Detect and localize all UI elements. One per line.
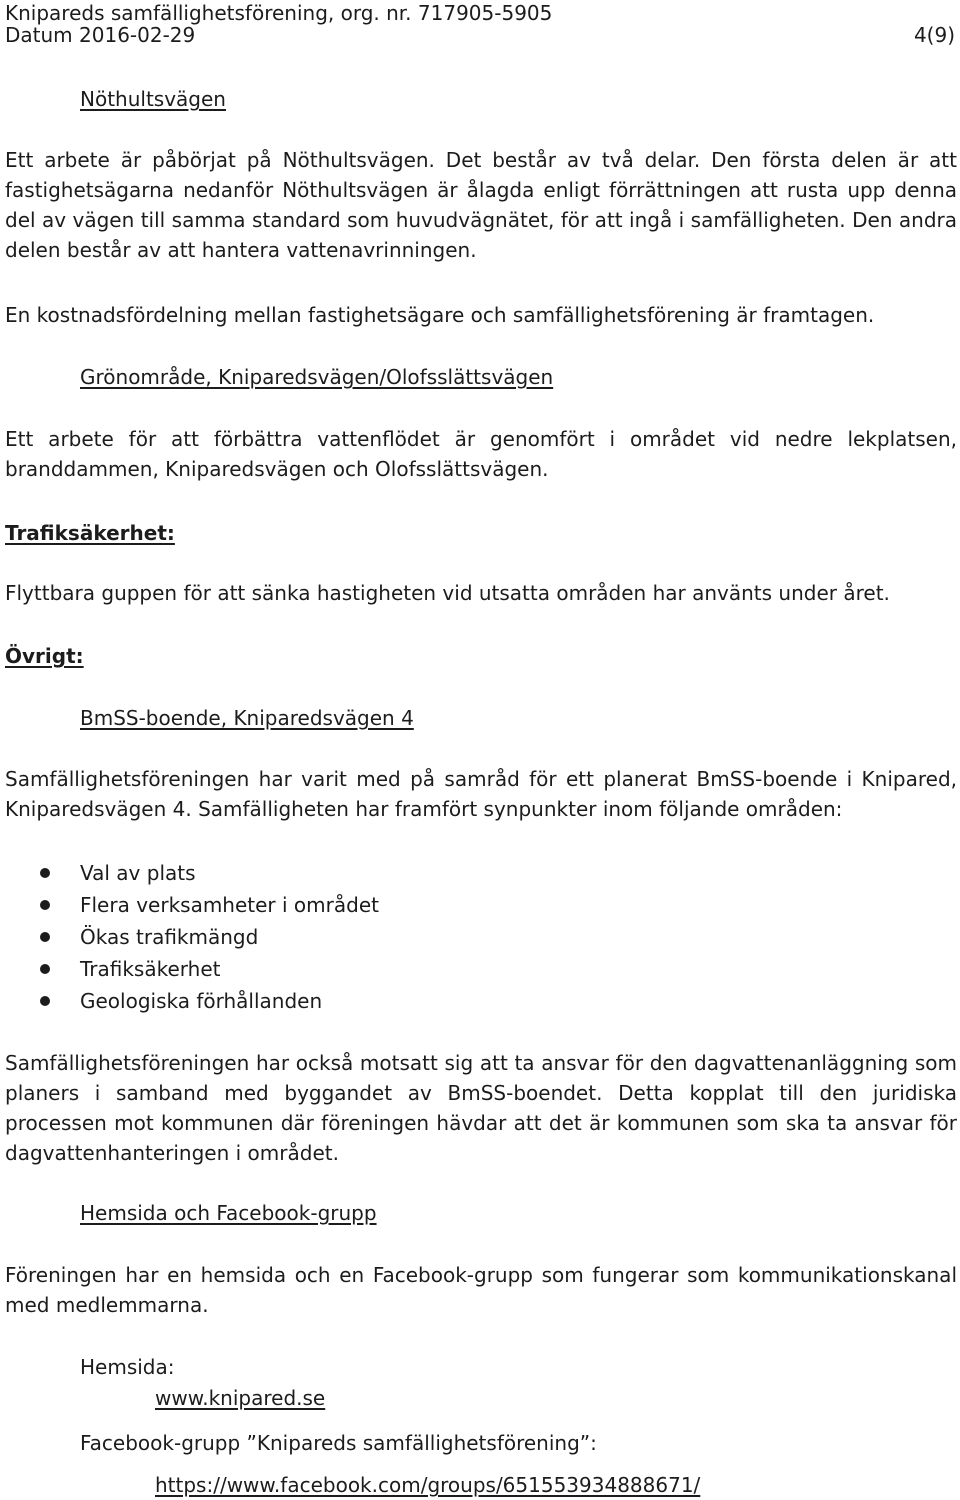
page-number: 4(9) <box>913 23 955 47</box>
list-item: Flera verksamheter i området <box>5 889 957 921</box>
heading-gronomrade: Grönområde, Kniparedsvägen/Olofsslättsvägen <box>80 365 554 389</box>
bullet-list <box>5 857 957 1017</box>
bullet-icon <box>40 996 50 1006</box>
bullet-icon <box>40 964 50 974</box>
website-link-row <box>155 1383 957 1413</box>
bullet-icon <box>40 868 50 878</box>
website-link[interactable]: www.knipared.se <box>155 1386 326 1410</box>
paragraph-trafik: Flyttbara guppen för att sänka hastigheten vid utsatta områden har använts under året. <box>5 581 890 605</box>
paragraph-hemsida: Föreningen har en hemsida och en Facebook-grupp som fungerar som kommunikationskanal med medlemmarna. <box>5 1263 957 1317</box>
header-date-row <box>5 20 957 50</box>
paragraph-bmss-2: Samfällighetsföreningen har också motsatt sig att ta ansvar för den dagvattenanläggning som planers i samband med byggandet av BmSS-boendet. Detta kopplat till den juridiska processen mot kommunen där föreningen hävdar att det är kommunen som ska ta ansvar för dagvattenhanteringen i området. <box>5 1051 957 1165</box>
facebook-link-row <box>155 1470 957 1500</box>
facebook-label: Facebook-grupp ”Knipareds samfällighetsförening”: <box>80 1431 597 1455</box>
heading-ovrigt: Övrigt: <box>5 644 84 668</box>
list-item: Trafiksäkerhet <box>5 953 957 985</box>
list-item: Ökas trafikmängd <box>5 921 957 953</box>
paragraph-nothult-2: En kostnadsfördelning mellan fastighetsägare och samfällighetsförening är framtagen. <box>5 303 875 327</box>
list-item: Val av plats <box>5 857 957 889</box>
heading-trafiksakerhet: Trafiksäkerhet: <box>5 521 175 545</box>
facebook-link[interactable]: https://www.facebook.com/groups/651553934888671/ <box>155 1473 701 1497</box>
heading-hemsida: Hemsida och Facebook-grupp <box>80 1201 377 1225</box>
heading-bmss: BmSS-boende, Kniparedsvägen 4 <box>80 706 414 730</box>
bullet-icon <box>40 932 50 942</box>
heading-nothultsvagen: Nöthultsvägen <box>80 87 226 111</box>
header-org: Knipareds samfällighetsförening, org. nr. 717905-5905 <box>5 1 553 25</box>
bullet-icon <box>40 900 50 910</box>
paragraph-nothult-1: Ett arbete är påbörjat på Nöthultsvägen. Det består av två delar. Den första delen är att fastighetsägarna nedanför Nöthultsvägen är ålagda enligt förrättningen att rusta upp denna del av vägen till samma standard som huvudvägnätet, för att ingå i samfälligheten. Den andra delen består av att hantera vattenavrinningen. <box>5 148 957 262</box>
paragraph-gronomrade: Ett arbete för att förbättra vattenflödet är genomfört i området vid nedre lekplatsen, branddammen, Kniparedsvägen och Olofsslättsvägen. <box>5 427 957 481</box>
header-date: Datum 2016-02-29 <box>5 23 196 47</box>
website-label: Hemsida: <box>80 1355 175 1379</box>
paragraph-bmss-1: Samfällighetsföreningen har varit med på samråd för ett planerat BmSS-boende i Knipared, Kniparedsvägen 4. Samfälligheten har framfört synpunkter inom följande områden: <box>5 767 957 821</box>
list-item: Geologiska förhållanden <box>5 985 957 1017</box>
